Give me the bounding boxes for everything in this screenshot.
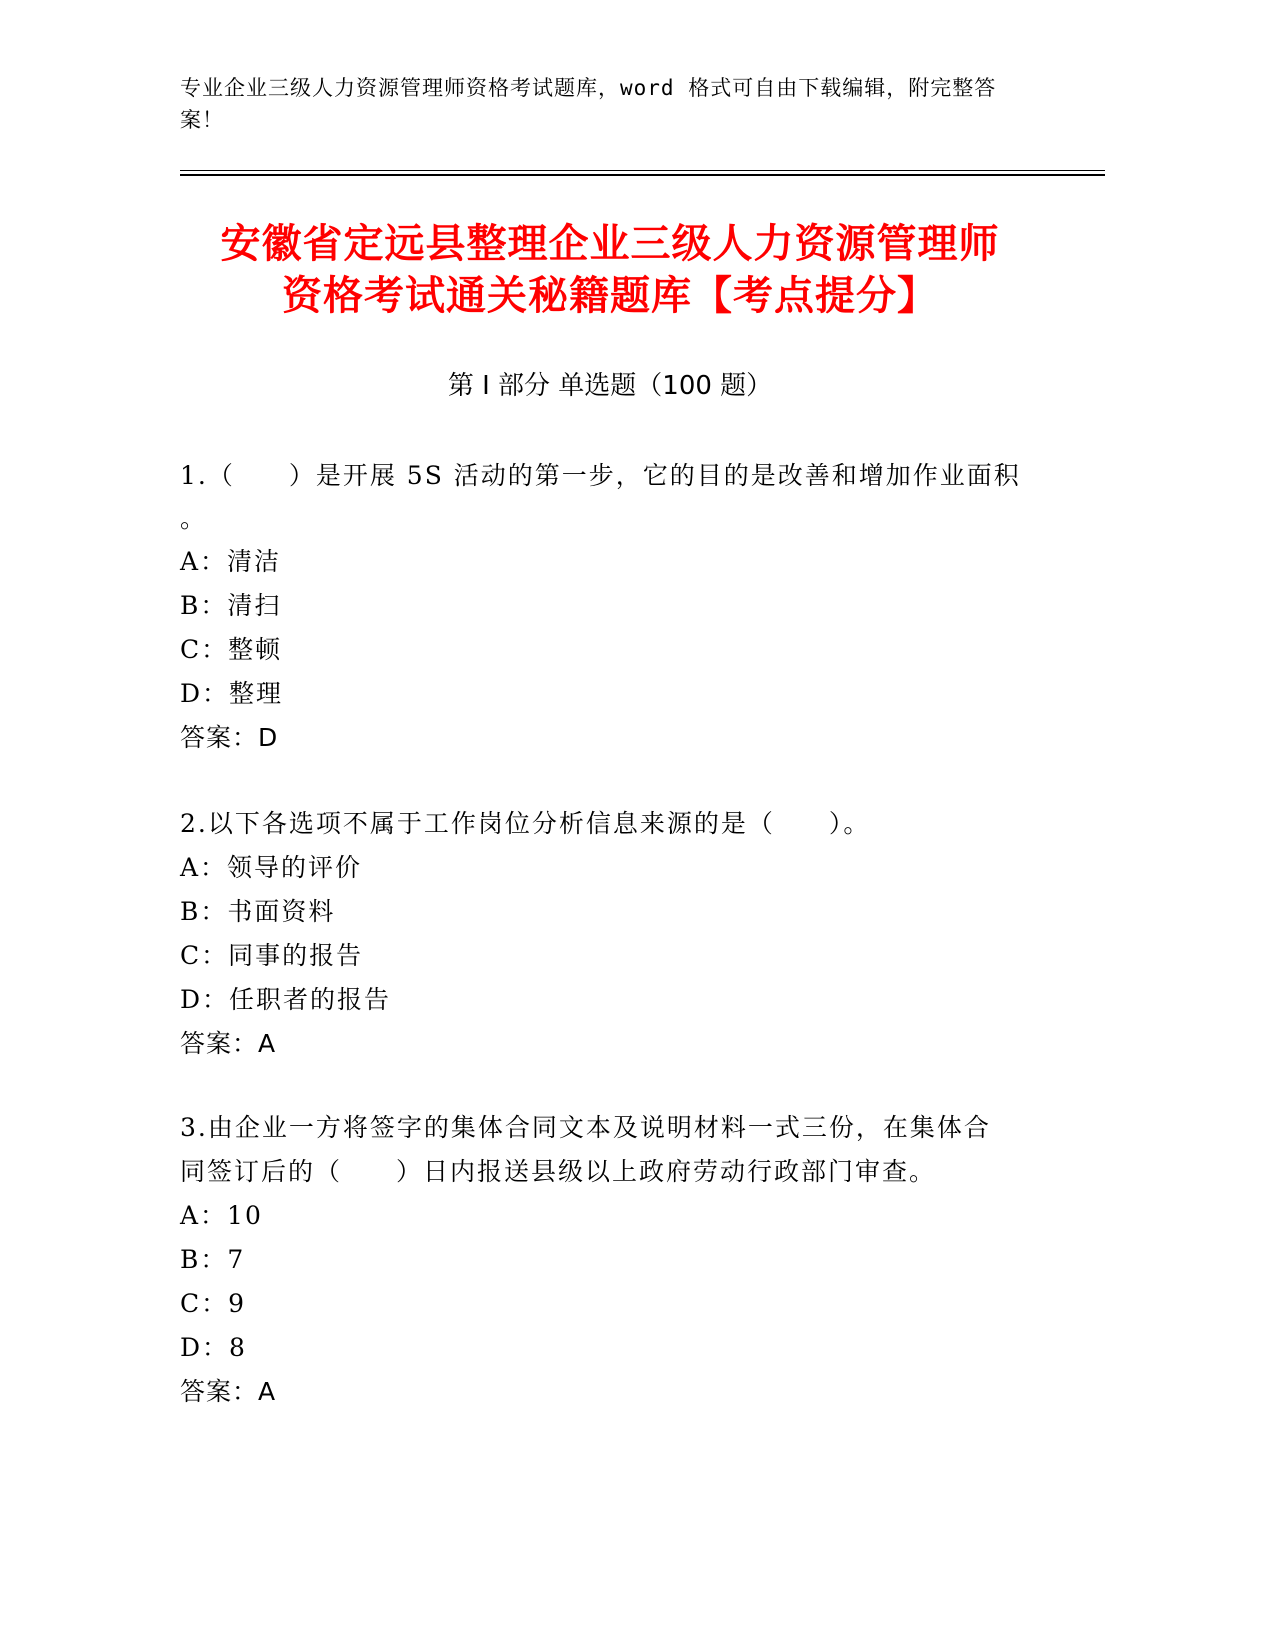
document-title <box>160 218 1060 322</box>
question-1-stem-line-1: 1.（ ）是开展 5S 活动的第一步，它的目的是改善和增加作业面积 <box>180 461 1021 490</box>
question-1 <box>180 454 1050 760</box>
section-title: 第 I 部分 单选题（100 题） <box>447 371 773 401</box>
header-note: 专业企业三级人力资源管理师资格考试题库，word 格式可自由下载编辑，附完整答案！ <box>180 76 997 132</box>
question-3-option-d: D：8 <box>180 1333 247 1362</box>
question-3-answer: 答案：A <box>180 1377 277 1406</box>
document-title-line-1: 安徽省定远县整理企业三级人力资源管理师 <box>220 221 1000 267</box>
question-1-option-b: B：清扫 <box>180 591 282 620</box>
question-3-stem-line-2: 同签订后的（ ）日内报送县级以上政府劳动行政部门审查。 <box>180 1157 937 1186</box>
question-2-stem-line-1: 2.以下各选项不属于工作岗位分析信息来源的是（ ）。 <box>180 809 871 838</box>
question-2-option-b: B：书面资料 <box>180 897 336 926</box>
header-rule-thin <box>180 170 1105 171</box>
question-1-option-c: C：整顿 <box>180 635 283 664</box>
question-3-option-b: B：7 <box>180 1245 246 1274</box>
question-1-option-d: D：整理 <box>180 679 284 708</box>
question-3-option-a: A：10 <box>180 1201 263 1230</box>
question-2-option-a: A：领导的评价 <box>180 853 363 882</box>
question-2 <box>180 802 1050 1066</box>
question-2-option-c: C：同事的报告 <box>180 941 364 970</box>
question-2-answer: 答案：A <box>180 1029 277 1058</box>
question-3-stem-line-1: 3.由企业一方将签字的集体合同文本及说明材料一式三份，在集体合 <box>180 1113 991 1142</box>
question-3-option-c: C：9 <box>180 1289 247 1318</box>
header-rule-thick <box>180 174 1105 176</box>
question-3 <box>180 1106 1050 1414</box>
question-1-option-a: A：清洁 <box>180 547 282 576</box>
document-title-line-2: 资格考试通关秘籍题库【考点提分】 <box>282 273 938 319</box>
question-2-option-d: D：任职者的报告 <box>180 985 392 1014</box>
question-1-stem-line-2: 。 <box>180 504 208 533</box>
question-1-answer: 答案：D <box>180 723 279 752</box>
